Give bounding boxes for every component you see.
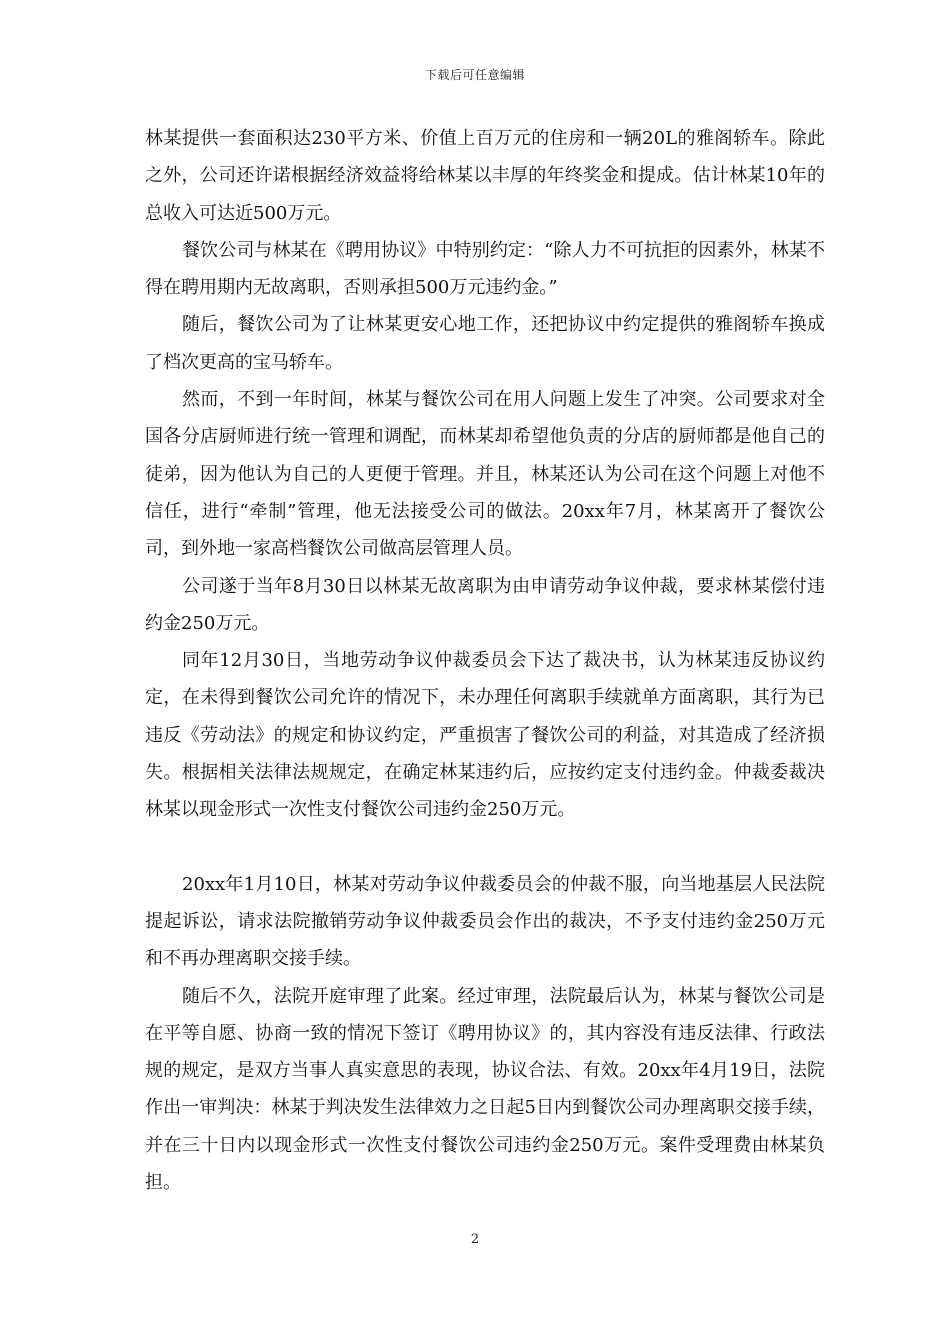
- paragraph-5: 公司遂于当年8月30日以林某无故离职为由申请劳动争议仲裁，要求林某偿付违约金250万元。: [145, 575, 825, 634]
- paragraph-1: 林某提供一套面积达230平方米、价值上百万元的住房和一辆20L的雅阁轿车。除此之外，公司还许诺根据经济效益将给林某以丰厚的年终奖金和提成。估计林某10年的总收入可达近500万元。: [145, 128, 825, 224]
- page-number: 2: [470, 1232, 480, 1247]
- document-body: [145, 120, 825, 1201]
- paragraph-3: 随后，餐饮公司为了让林某更安心地工作，还把协议中约定提供的雅阁轿车换成了档次更高的宝马轿车。: [145, 314, 825, 373]
- paragraph-2: 餐饮公司与林某在《聘用协议》中特别约定：“除人力不可抗拒的因素外，林某不得在聘用期内无故离职，否则承担500万元违约金。”: [145, 239, 825, 299]
- paragraph-6: 同年12月30日，当地劳动争议仲裁委员会下达了裁决书，认为林某违反协议约定，在未得到餐饮公司允许的情况下，未办理任何离职手续就单方面离职，其行为已违反《劳动法》的规定和协议约定，严重损害了餐饮公司的利益，对其造成了经济损失。根据相关法律法规规定，在确定林某违约后，应按约定支付违约金。仲裁委裁决林某以现金形式一次性支付餐饮公司违约金250万元。: [145, 650, 825, 821]
- paragraph-4: 然而，不到一年时间，林某与餐饮公司在用人问题上发生了冲突。公司要求对全国各分店厨师进行统一管理和调配，而林某却希望他负责的分店的厨师都是他自己的徒弟，因为他认为自己的人更便于管理。并且，林某还认为公司在这个问题上对他不信任，进行“牵制”管理，他无法接受公司的做法。20xx年7月，林某离开了餐饮公司，到外地一家高档餐饮公司做高层管理人员。: [145, 389, 825, 560]
- paragraph-7: 20xx年1月10日，林某对劳动争议仲裁委员会的仲裁不服，向当地基层人民法院提起诉讼，请求法院撤销劳动争议仲裁委员会作出的裁决，不予支付违约金250万元和不再办理离职交接手续。: [145, 873, 825, 970]
- page-header: 下载后可任意编辑: [424, 68, 525, 82]
- paragraph-8: 随后不久，法院开庭审理了此案。经过审理，法院最后认为，林某与餐饮公司是在平等自愿、协商一致的情况下签订《聘用协议》的，其内容没有违反法律、行政法规的规定，是双方当事人真实意思的表现，协议合法、有效。20xx年4月19日，法院作出一审判决：林某于判决发生法律效力之日起5日内到餐饮公司办理离职交接手续，并在三十日内以现金形式一次性支付餐饮公司违约金250万元。案件受理费由林某负担。: [145, 985, 825, 1194]
